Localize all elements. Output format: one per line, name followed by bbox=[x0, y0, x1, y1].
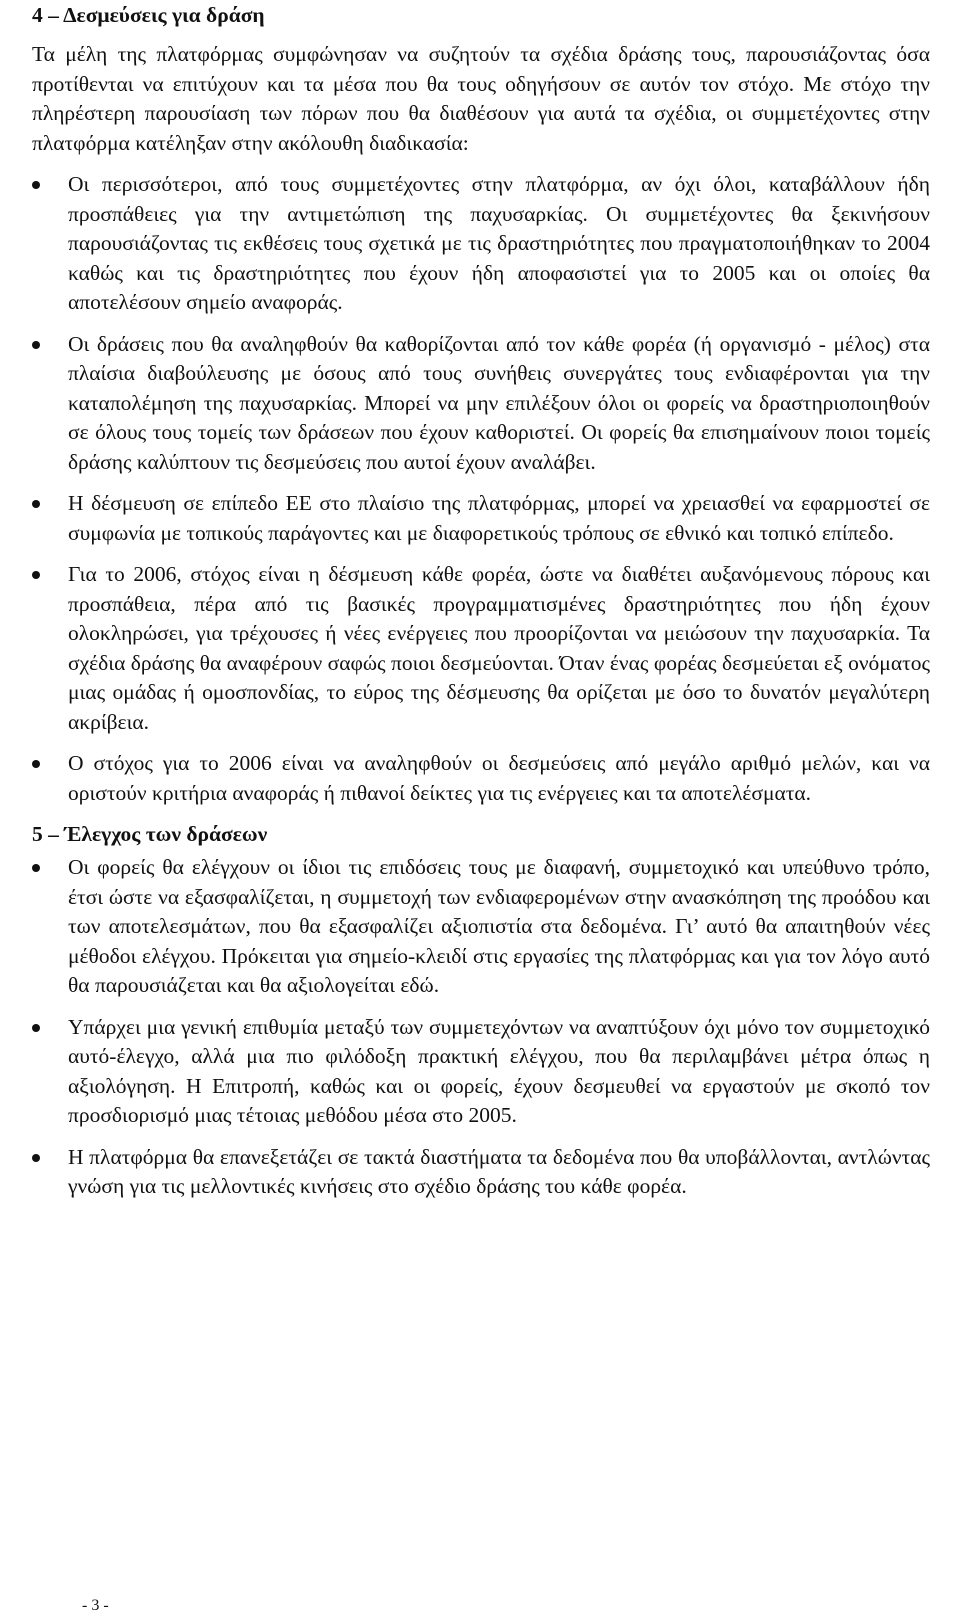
bullet-icon bbox=[32, 341, 40, 349]
section-4-heading: 4 – Δεσμεύσεις για δράση bbox=[32, 3, 265, 27]
list-item-text: Η πλατφόρμα θα επανεξετάζει σε τακτά διαστήματα τα δεδομένα που θα υποβάλλονται, αντλώντας γνώση για τις μελλοντικές κινήσεις στο σχέδιο δράσης του κάθε φορέα. bbox=[68, 1144, 930, 1198]
list-item-text: Για το 2006, στόχος είναι η δέσμευση κάθε φορέα, ώστε να διαθέτει αυξανόμενους πόρους και προσπάθεια, πέρα από τις βασικές προγραμματισμένες δραστηριότητες που ήδη έχουν ολοκληρώσει, για τρέχουσες ή νέες ενέργειες που προορίζονται να μειώσουν την παχυσαρκία. Τα σχέδια δράσης θα αναφέρουν σαφώς ποιοι δεσμεύονται. Όταν ένας φορέας δεσμεύεται εξ ονόματος μιας ομάδας ή ομοσπονδίας, το εύρος της δέσμευσης θα ορίζεται με όσο το δυνατόν μεγαλύτερη ακρίβεια. bbox=[68, 562, 930, 734]
list-item-text: Οι φορείς θα ελέγχουν οι ίδιοι τις επιδόσεις τους με διαφανή, συμμετοχικό και υπεύθυνο τρόπο, έτσι ώστε να εξασφαλίζεται, η συμμετοχή των ενδιαφερομένων στην ανασκόπηση της προόδου και των αποτελεσμάτων, που θα εξασφαλίζει αξιοπιστία στα δεδομένα. Γι’ αυτό θα απαιτηθούν νέες μέθοδοι ελέγχου. Πρόκειται για σημείο-κλειδί στις εργασίες της πλατφόρμας και για τον λόγο αυτό θα παρουσιάζεται και θα αξιολογείται εδώ. bbox=[68, 855, 930, 997]
list-item bbox=[32, 489, 930, 548]
bullet-icon bbox=[32, 760, 40, 768]
list-item-text: Υπάρχει μια γενική επιθυμία μεταξύ των συμμετεχόντων να αναπτύξουν όχι μόνο τον συμμετοχικό αυτό-έλεγχο, αλλά μια πιο φιλόδοξη πρακτική ελέγχου, που θα περιλαμβάνει μέτρα όπως η αξιολόγηση. Η Επιτροπή, καθώς και οι φορείς, έχουν δεσμευθεί να εργαστούν με σκοπό τον προσδιορισμό μιας τέτοιας μεθόδου μέσα στο 2005. bbox=[68, 1014, 930, 1127]
page-number: - 3 - bbox=[82, 1597, 109, 1614]
list-item-text: Οι δράσεις που θα αναληφθούν θα καθορίζονται από τον κάθε φορέα (ή οργανισμό - μέλος) στα πλαίσια διαβούλευσης με όσους από τους συνήθεις συνεργάτες τους ενδιαφέρονται για την καταπολέμηση της παχυσαρκίας. Μπορεί να μην επιλέξουν όλοι οι φορείς να δραστηριοποιηθούν σε όλους τους τομείς των δράσεων που έχουν καθοριστεί. Οι φορείς θα επισημαίνουν ποιοι τομείς δράσης καλύπτουν τις δεσμεύσεις που αυτοί έχουν αναλάβει. bbox=[68, 331, 930, 474]
bullet-icon bbox=[32, 500, 40, 508]
list-item bbox=[32, 330, 930, 478]
section-5-bullet-list bbox=[32, 853, 930, 1202]
bullet-icon bbox=[32, 864, 40, 872]
section-4-intro: Τα μέλη της πλατφόρμας συμφώνησαν να συζητούν τα σχέδια δράσης τους, παρουσιάζοντας όσα προτίθενται να επιτύχουν και τα μέσα που θα τους οδηγήσουν σε αυτόν τον στόχο. Με στόχο την πληρέστερη παρουσίαση των πόρων που θα διαθέσουν για αυτά τα σχέδια, οι συμμετέχοντες στην πλατφόρμα κατέληξαν στην ακόλουθη διαδικασία: bbox=[32, 42, 930, 155]
list-item bbox=[32, 1143, 930, 1202]
bullet-icon bbox=[32, 181, 40, 189]
section-5-heading: 5 – Έλεγχος των δράσεων bbox=[32, 822, 268, 846]
list-item-text: Οι περισσότεροι, από τους συμμετέχοντες στην πλατφόρμα, αν όχι όλοι, καταβάλλουν ήδη προσπάθειες για την αντιμετώπιση της παχυσαρκίας. Οι συμμετέχοντες θα ξεκινήσουν παρουσιάζοντας τις εκθέσεις τους σχετικά με τις δραστηριότητες που πραγματοποιήθηκαν το 2004 καθώς και τις δραστηριότητες που έχουν ήδη αποφασιστεί για το 2005 και οι οποίες θα αποτελέσουν σημείο αναφοράς. bbox=[68, 172, 930, 314]
list-item-text: Ο στόχος για το 2006 είναι να αναληφθούν οι δεσμεύσεις από μεγάλο αριθμό μελών, και να οριστούν κριτήρια αναφοράς ή πιθανοί δείκτες για τις ενέργειες και τα αποτελέσματα. bbox=[68, 751, 930, 805]
list-item bbox=[32, 170, 930, 318]
bullet-icon bbox=[32, 571, 40, 579]
list-item bbox=[32, 853, 930, 1001]
section-4-bullet-list bbox=[32, 170, 930, 808]
list-item-text: Η δέσμευση σε επίπεδο ΕΕ στο πλαίσιο της πλατφόρμας, μπορεί να χρειασθεί να εφαρμοστεί σε συμφωνία με τοπικούς παράγοντες και με διαφορετικούς τρόπους σε εθνικό και τοπικό επίπεδο. bbox=[68, 491, 930, 545]
document-page bbox=[32, 0, 930, 1214]
list-item bbox=[32, 1013, 930, 1131]
bullet-icon bbox=[32, 1154, 40, 1162]
list-item bbox=[32, 560, 930, 737]
list-item bbox=[32, 749, 930, 808]
bullet-icon bbox=[32, 1024, 40, 1032]
